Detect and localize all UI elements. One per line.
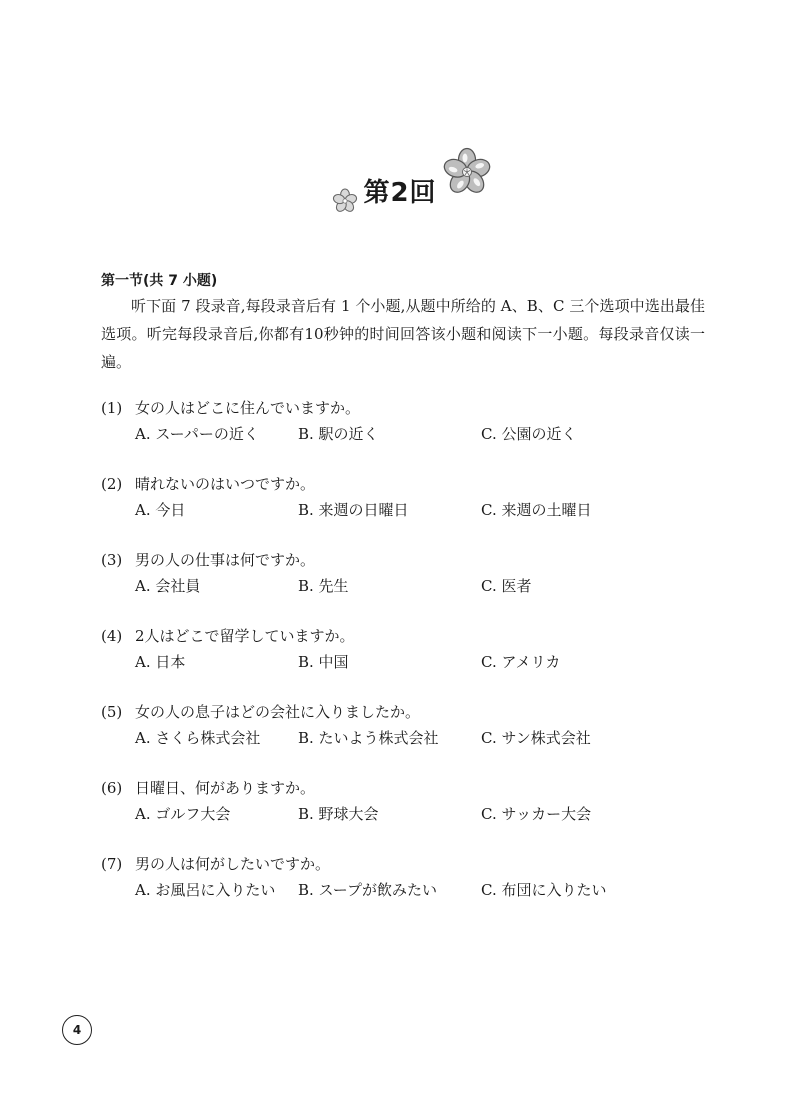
question-text: 女の人はどこに住んでいますか。 bbox=[135, 399, 361, 417]
question-number: (6) bbox=[101, 779, 123, 797]
option-b: B. 先生 bbox=[298, 577, 349, 595]
option-c: C. 布団に入りたい bbox=[481, 881, 607, 899]
question-text: 日曜日、何がありますか。 bbox=[135, 779, 316, 797]
section-instructions: 听下面 7 段录音,每段录音后有 1 个小题,从题中所给的 A、B、C 三个选项中选出最佳选项。听完每段录音后,你都有10秒钟的时间回答该小题和阅读下一小题。每段录音仅读一遍。 bbox=[101, 297, 705, 371]
option-b: B. 野球大会 bbox=[298, 805, 379, 823]
question-number: (5) bbox=[101, 703, 123, 721]
question-number: (1) bbox=[101, 399, 123, 417]
question-text: 晴れないのはいつですか。 bbox=[135, 475, 316, 493]
question-item bbox=[101, 699, 721, 775]
option-a: A. 会社員 bbox=[135, 577, 201, 595]
option-b: B. たいよう株式会社 bbox=[298, 729, 439, 747]
option-b: B. 駅の近く bbox=[298, 425, 379, 443]
option-c: C. サッカー大会 bbox=[481, 805, 592, 823]
option-a: A. 日本 bbox=[135, 653, 186, 671]
option-c: C. 公園の近く bbox=[481, 425, 577, 443]
question-number: (7) bbox=[101, 855, 123, 873]
option-b: B. スープが飲みたい bbox=[298, 881, 438, 899]
question-item bbox=[101, 851, 721, 927]
option-a: A. 今日 bbox=[135, 501, 186, 519]
section-title: 第一节(共 7 小题) bbox=[101, 273, 218, 289]
option-c: C. アメリカ bbox=[481, 653, 561, 671]
question-text: 2人はどこで留学していますか。 bbox=[135, 627, 355, 645]
option-a: A. ゴルフ大会 bbox=[135, 805, 231, 823]
question-item bbox=[101, 623, 721, 699]
option-b: B. 来週の日曜日 bbox=[298, 501, 409, 519]
question-item bbox=[101, 775, 721, 851]
option-c: C. 来週の土曜日 bbox=[481, 501, 592, 519]
question-text: 男の人の仕事は何ですか。 bbox=[135, 551, 316, 569]
question-number: (3) bbox=[101, 551, 123, 569]
question-text: 男の人は何がしたいですか。 bbox=[135, 855, 331, 873]
option-a: A. さくら株式会社 bbox=[135, 729, 261, 747]
option-a: A. スーパーの近く bbox=[135, 425, 259, 443]
page-number: 4 bbox=[62, 1015, 92, 1045]
question-number: (2) bbox=[101, 475, 123, 493]
question-item bbox=[101, 471, 721, 547]
option-b: B. 中国 bbox=[298, 653, 349, 671]
question-list bbox=[101, 395, 721, 927]
option-c: C. 医者 bbox=[481, 577, 532, 595]
question-item bbox=[101, 395, 721, 471]
question-number: (4) bbox=[101, 627, 123, 645]
option-c: C. サン株式会社 bbox=[481, 729, 591, 747]
question-text: 女の人の息子はどの会社に入りましたか。 bbox=[135, 703, 421, 721]
page-title: 第2回 bbox=[363, 178, 437, 208]
question-item bbox=[101, 547, 721, 623]
option-a: A. お風呂に入りたい bbox=[135, 881, 276, 899]
